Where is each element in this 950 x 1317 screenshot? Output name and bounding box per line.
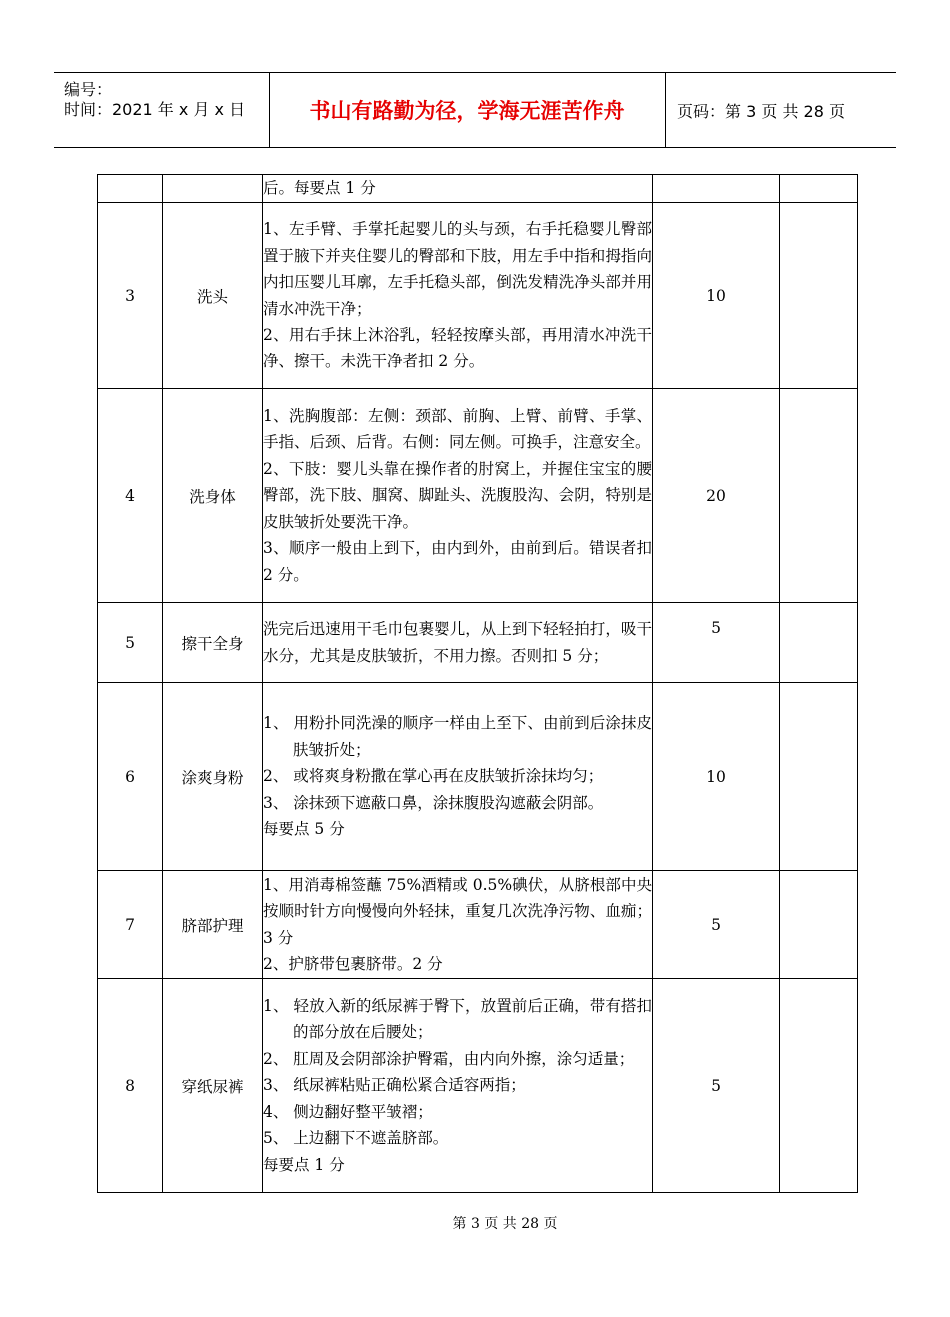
header-meta <box>54 73 270 147</box>
description-line: 1、 用粉扑同洗澡的顺序一样由上至下、由前到后涂抹皮肤皱折处； <box>263 714 652 759</box>
description-line: 3、 涂抹颈下遮蔽口鼻，涂抹腹股沟遮蔽会阴部。 <box>263 793 604 812</box>
table-row <box>98 175 858 203</box>
item-number: 5 <box>98 603 163 683</box>
description-line: 1、 轻放入新的纸尿裤于臀下，放置前后正确，带有搭扣的部分放在后腰处； <box>263 997 652 1042</box>
table-row <box>98 203 858 389</box>
description-line: 3、顺序一般由上到下，由内到外，由前到后。错误者扣 2 分。 <box>263 539 652 584</box>
document-number: 编号： <box>64 80 113 99</box>
description-line: 洗完后迅速用干毛巾包裹婴儿，从上到下轻轻拍打，吸干水分，尤其是皮肤皱折，不用力擦。否则扣 5 分； <box>263 620 652 665</box>
page-header <box>54 72 896 148</box>
item-number: 6 <box>98 683 163 871</box>
description-line: 2、 或将爽身粉撒在掌心再在皮肤皱折涂抹均匀； <box>263 767 604 786</box>
item-extra <box>780 389 858 603</box>
description-line: 1、用消毒棉签蘸 75%酒精或 0.5%碘伏，从脐根部中央按顺时针方向慢慢向外轻抹，重复几次洗净污物、血痂；3 分 <box>263 875 652 947</box>
table-row <box>98 979 858 1193</box>
item-number: 8 <box>98 979 163 1193</box>
header-motto: 书山有路勤为径，学海无涯苦作舟 <box>269 73 666 147</box>
item-score: 20 <box>653 389 780 603</box>
description-line: 2、 肛周及会阴部涂护臀霜，由内向外擦，涂匀适量； <box>263 1049 635 1068</box>
item-description <box>263 203 653 389</box>
table-row <box>98 603 858 683</box>
item-name <box>163 175 263 203</box>
item-extra <box>780 203 858 389</box>
item-name: 脐部护理 <box>163 871 263 979</box>
item-score: 10 <box>653 683 780 871</box>
item-extra <box>780 683 858 871</box>
document-time: 时间：2021 年 x 月 x 日 <box>64 100 246 119</box>
item-name: 洗身体 <box>163 389 263 603</box>
item-score: 5 <box>653 871 780 979</box>
item-description <box>263 175 653 203</box>
item-number: 7 <box>98 871 163 979</box>
item-score <box>653 175 780 203</box>
item-extra <box>780 175 858 203</box>
description-line: 每要点 1 分 <box>263 1155 345 1174</box>
item-score: 5 <box>653 603 780 683</box>
description-line: 2、用右手抹上沐浴乳，轻轻按摩头部，再用清水冲洗干净、擦干。未洗干净者扣 2 分。 <box>263 325 652 371</box>
item-number: 3 <box>98 203 163 389</box>
description-line: 1、洗胸腹部：左侧：颈部、前胸、上臂、前臂、手掌、手指、后颈、后背。右侧：同左侧。可换手，注意安全。 <box>263 407 652 452</box>
item-description <box>263 871 653 979</box>
scoring-table <box>97 174 858 1193</box>
description-line: 5、 上边翻下不遮盖脐部。 <box>263 1129 449 1148</box>
item-description <box>263 603 653 683</box>
item-extra <box>780 979 858 1193</box>
description-line: 2、下肢：婴儿头靠在操作者的肘窝上，并握住宝宝的腰臀部，洗下肢、腘窝、脚趾头、洗腹股沟、会阴，特别是皮肤皱折处要洗干净。 <box>263 459 652 531</box>
item-number <box>98 175 163 203</box>
table-row <box>98 683 858 871</box>
item-name: 穿纸尿裤 <box>163 979 263 1193</box>
item-description <box>263 683 653 871</box>
item-description <box>263 979 653 1193</box>
item-score: 10 <box>653 203 780 389</box>
description-line: 1、左手臂、手掌托起婴儿的头与颈，右手托稳婴儿臀部置于腋下并夹住婴儿的臀部和下肢，用左手中指和拇指向内扣压婴儿耳廓，左手托稳头部，倒洗发精洗净头部并用清水冲洗干净； <box>263 220 652 318</box>
table-row <box>98 389 858 603</box>
item-name: 洗头 <box>163 203 263 389</box>
item-name: 涂爽身粉 <box>163 683 263 871</box>
item-score: 5 <box>653 979 780 1193</box>
page-footer: 第 3 页 共 28 页 <box>452 1216 558 1232</box>
header-page-number: 页码：第 3 页 共 28 页 <box>677 101 845 121</box>
description-line: 每要点 5 分 <box>263 820 345 839</box>
table-row <box>98 871 858 979</box>
item-description <box>263 389 653 603</box>
item-extra <box>780 603 858 683</box>
description-line: 3、 纸尿裤粘贴正确松紧合适容两指； <box>263 1076 526 1095</box>
description-line: 2、护脐带包裹脐带。2 分 <box>263 954 443 973</box>
description-line: 4、 侧边翻好整平皱褶； <box>263 1102 433 1121</box>
item-name: 擦干全身 <box>163 603 263 683</box>
item-number: 4 <box>98 389 163 603</box>
scoring-table-body <box>98 175 858 1193</box>
item-extra <box>780 871 858 979</box>
description-line: 后。每要点 1 分 <box>263 179 376 197</box>
